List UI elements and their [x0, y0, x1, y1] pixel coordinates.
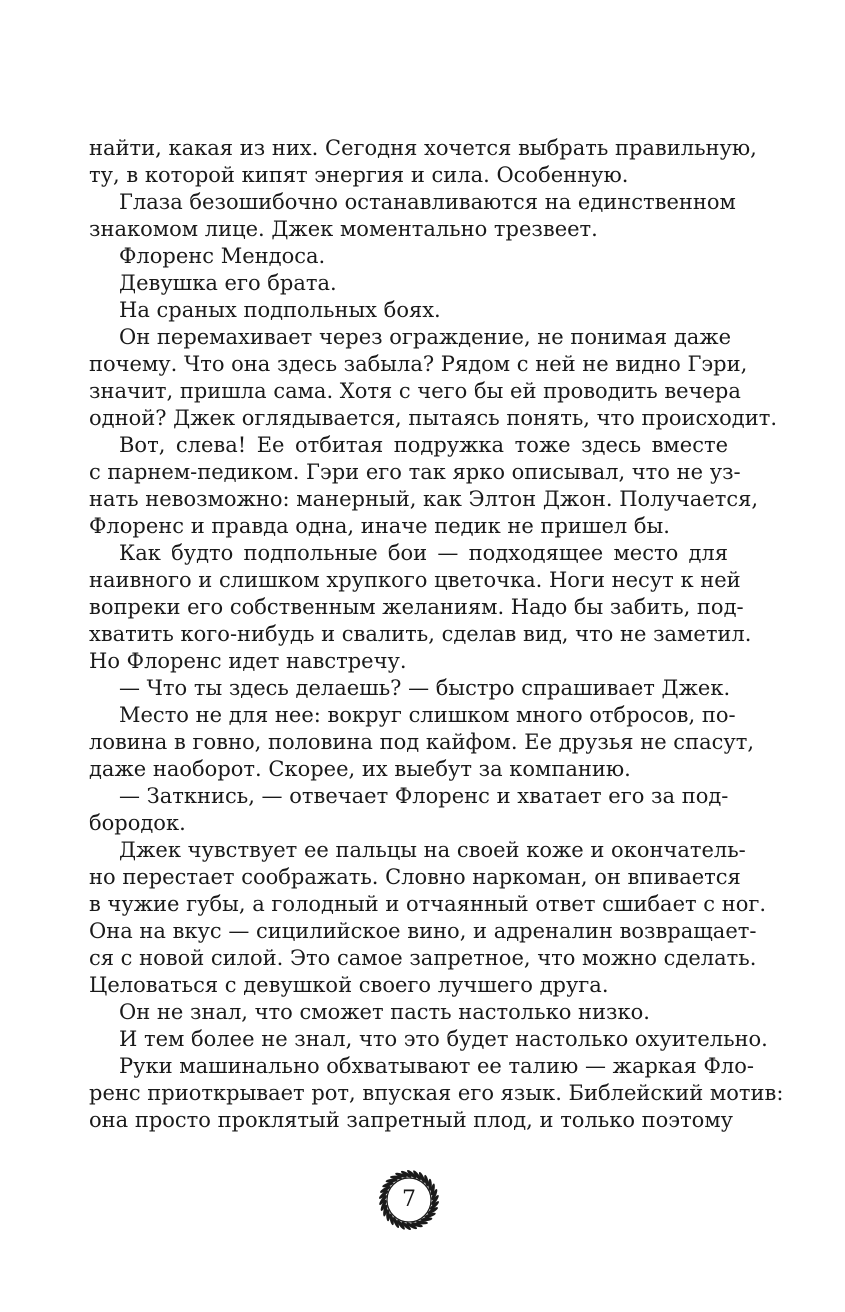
text-line: Но Флоренс идет навстречу.: [89, 649, 407, 673]
text-line: наивного и слишком хрупкого цветочка. Ноги несут к ней: [89, 568, 741, 592]
text-line: Как будто подпольные бои — подходящее место для: [119, 541, 728, 565]
text-line: Флоренс и правда одна, иначе педик не пришел бы.: [89, 514, 670, 538]
text-line: — Заткнись, — отвечает Флоренс и хватает его за под-: [119, 784, 729, 808]
text-line: Он перемахивает через ограждение, не понимая даже: [119, 325, 732, 349]
text-line: Он не знал, что сможет пасть настолько низко.: [119, 1000, 650, 1024]
text-line: но перестает соображать. Словно наркоман, он впивается: [89, 865, 741, 889]
text-line: почему. Что она здесь забыла? Рядом с ней не видно Гэри,: [89, 352, 748, 376]
text-line: ренс приоткрывает рот, впуская его язык. Библейский мотив:: [89, 1081, 784, 1105]
text-line: Вот, слева! Ее отбитая подружка тоже здесь вместе: [119, 433, 728, 457]
page-number: 7: [402, 1187, 416, 1212]
text-line: даже наоборот. Скорее, их выебут за компанию.: [89, 757, 631, 781]
text-line: Девушка его брата.: [119, 271, 337, 295]
text-line: в чужие губы, а голодный и отчаянный ответ сшибает с ног.: [89, 892, 767, 916]
text-line: Руки машинально обхватывают ее талию — жаркая Фло-: [119, 1054, 754, 1078]
text-line: На сраных подпольных боях.: [119, 298, 441, 322]
text-line: Флоренс Мендоса.: [119, 244, 326, 268]
text-line: — Что ты здесь делаешь? — быстро спрашивает Джек.: [119, 676, 731, 700]
text-line: И тем более не знал, что это будет настолько охуительно.: [119, 1027, 768, 1051]
text-line: ловина в говно, половина под кайфом. Ее друзья не спасут,: [89, 730, 754, 754]
text-line: найти, какая из них. Сегодня хочется выбрать правильную,: [89, 136, 757, 160]
text-line: с парнем-педиком. Гэри его так ярко описывал, что не уз-: [89, 460, 741, 484]
text-line: ту, в которой кипят энергия и сила. Особенную.: [89, 163, 629, 187]
text-line: она просто проклятый запретный плод, и только поэтому: [89, 1108, 734, 1132]
text-line: знакомом лице. Джек моментально трезвеет.: [89, 217, 598, 241]
text-line: Целоваться с девушкой своего лучшего друга.: [89, 973, 609, 997]
text-line: Джек чувствует ее пальцы на своей коже и окончатель-: [119, 838, 746, 862]
text-line: Она на вкус — сицилийское вино, и адреналин возвращает-: [89, 919, 757, 943]
text-line: ся с новой силой. Это самое запретное, что можно сделать.: [89, 946, 757, 970]
text-line: хватить кого-нибудь и свалить, сделав вид, что не заметил.: [89, 622, 752, 646]
text-line: вопреки его собственным желаниям. Надо бы забить, под-: [89, 595, 744, 619]
text-line: значит, пришла сама. Хотя с чего бы ей проводить вечера: [89, 379, 741, 403]
text-line: Место не для нее: вокруг слишком много отбросов, по-: [119, 703, 736, 727]
body-text: [89, 135, 784, 1134]
text-line: Глаза безошибочно останавливаются на единственном: [119, 190, 736, 214]
text-line: бородок.: [89, 811, 186, 835]
page-number-ornament: [376, 1167, 442, 1233]
text-line: нать невозможно: манерный, как Элтон Джон. Получается,: [89, 487, 759, 511]
text-line: одной? Джек оглядывается, пытаясь понять, что происходит.: [89, 406, 778, 430]
